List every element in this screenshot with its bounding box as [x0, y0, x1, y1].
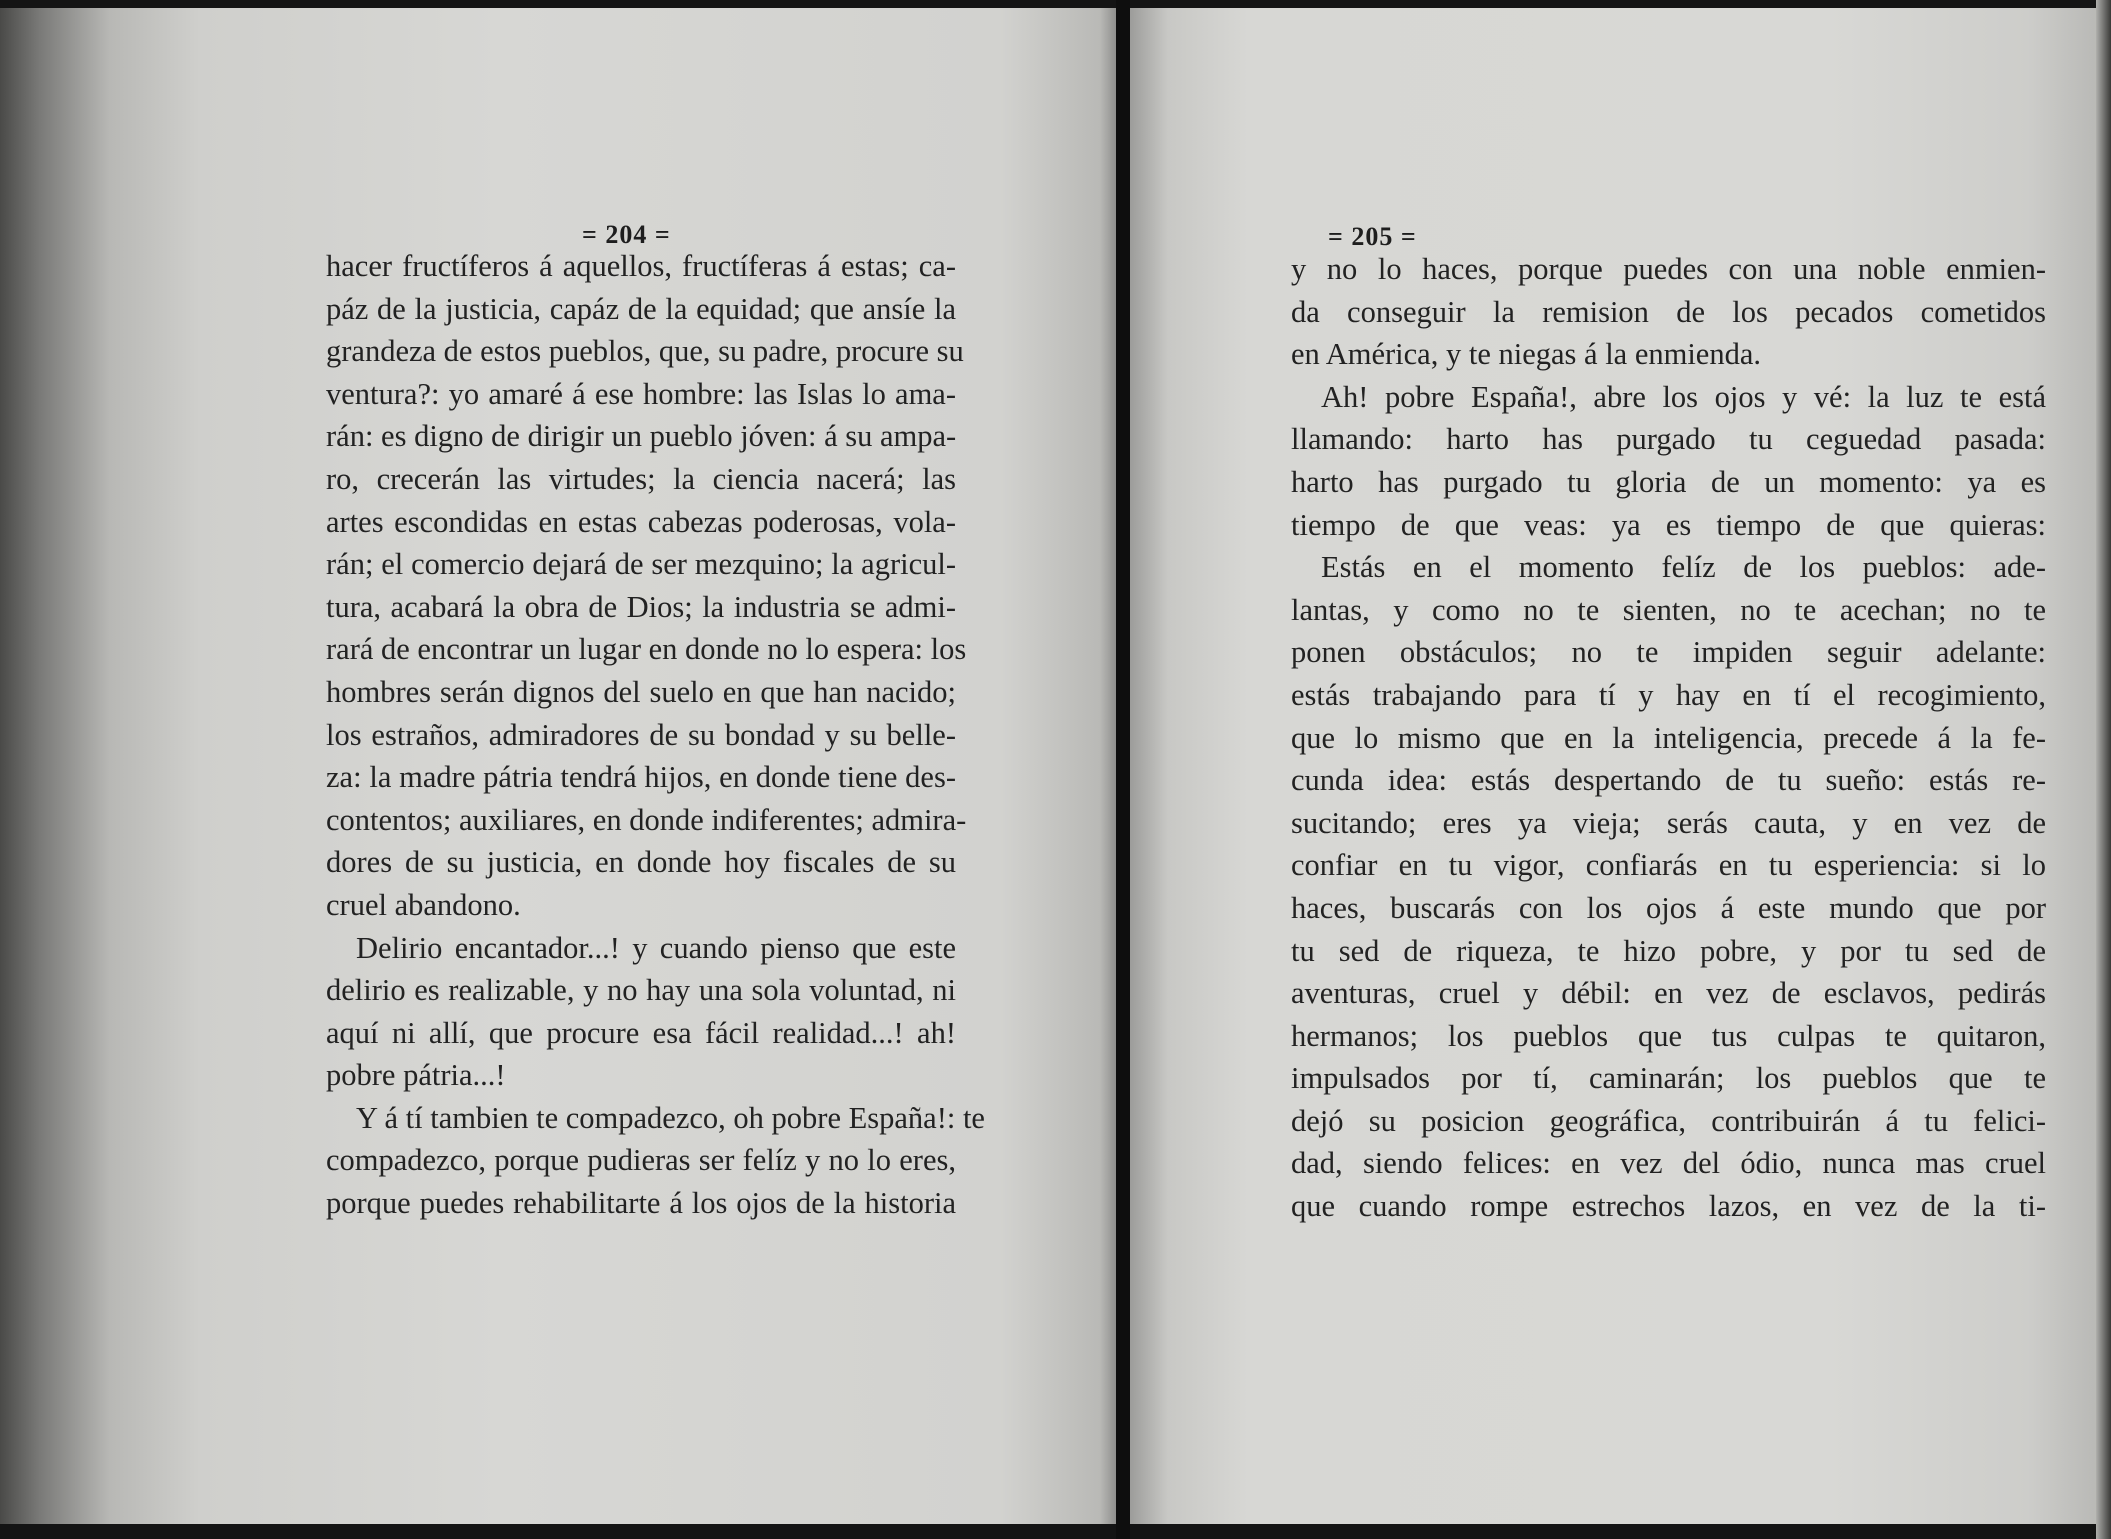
text-line: ponen obstáculos; no te impiden seguir adelante:	[1291, 635, 2046, 670]
left-page-number: = 204 =	[582, 220, 671, 249]
text-line: lantas, y como no te sienten, no te acechan; no te	[1291, 592, 2046, 627]
text-line: delirio es realizable, y no hay una sola voluntad, ni	[326, 973, 956, 1008]
text-line: que cuando rompe estrechos lazos, en vez de la ti-	[1291, 1189, 2046, 1224]
text-line: que lo mismo que en la inteligencia, precede á la fe-	[1291, 720, 2046, 755]
text-line: y no lo haces, porque puedes con una noble enmien-	[1291, 252, 2046, 286]
text-line: aventuras, cruel y débil: en vez de esclavos, pedirás	[1291, 976, 2046, 1011]
text-line: aquí ni allí, que procure esa fácil realidad...! ah!	[326, 1015, 956, 1050]
text-line: grandeza de estos pueblos, que, su padre, procure su	[326, 334, 964, 369]
text-line: cruel abandono.	[326, 887, 521, 922]
text-line: dores de su justicia, en donde hoy fiscales de su	[326, 845, 956, 880]
text-line: rán; el comercio dejará de ser mezquino; la agricul-	[326, 547, 956, 582]
text-line: dad, siendo felices: en vez del ódio, nunca mas cruel	[1291, 1146, 2046, 1181]
text-line: impulsados por tí, caminarán; los pueblos que te	[1291, 1061, 2046, 1096]
text-line: rará de encontrar un lugar en donde no lo espera: los	[326, 632, 967, 667]
text-line: compadezco, porque pudieras ser felíz y no lo eres,	[326, 1143, 956, 1178]
text-line: za: la madre pátria tendrá hijos, en donde tiene des-	[326, 760, 956, 795]
right-page-number: = 205 =	[1328, 222, 1417, 251]
text-line: estás trabajando para tí y hay en tí el recogimiento,	[1291, 677, 2046, 712]
right-page	[1128, 8, 2111, 1524]
text-line: artes escondidas en estas cabezas poderosas, vola-	[326, 504, 956, 539]
text-line: los estraños, admiradores de su bondad y su belle-	[326, 717, 956, 752]
text-line: tu sed de riqueza, te hizo pobre, y por tu sed de	[1291, 933, 2046, 968]
text-line: contentos; auxiliares, en donde indiferentes; admira-	[326, 802, 967, 837]
page-edge	[2096, 0, 2111, 1539]
left-page-text	[326, 245, 985, 1225]
text-line: hombres serán dignos del suelo en que han nacido;	[326, 674, 956, 709]
text-line: páz de la justicia, capáz de la equidad; que ansíe la	[326, 291, 956, 326]
text-line: Ah! pobre España!, abre los ojos y vé: la luz te está	[1321, 379, 2046, 414]
text-line: Delirio encantador...! y cuando pienso que este	[356, 930, 956, 965]
text-line: ventura?: yo amaré á ese hombre: las Islas lo ama-	[326, 376, 956, 411]
right-page-text	[1291, 248, 2046, 1228]
text-line: confiar en tu vigor, confiarás en tu esperiencia: si lo	[1291, 848, 2046, 883]
text-line: ro, crecerán las virtudes; la ciencia nacerá; las	[326, 461, 956, 496]
text-line: Estás en el momento felíz de los pueblos: ade-	[1321, 550, 2046, 585]
text-line: pobre pátria...!	[326, 1058, 506, 1093]
text-line: rán: es digno de dirigir un pueblo jóven: á su ampa-	[326, 419, 957, 454]
text-line: tiempo de que veas: ya es tiempo de que quieras:	[1291, 507, 2046, 542]
text-line: cunda idea: estás despertando de tu sueño: estás re-	[1291, 763, 2046, 798]
text-line: en América, y te niegas á la enmienda.	[1291, 337, 1762, 372]
text-line: dejó su posicion geográfica, contribuirán á tu felici-	[1291, 1103, 2046, 1138]
text-line: da conseguir la remision de los pecados cometidos	[1291, 294, 2046, 329]
text-line: hermanos; los pueblos que tus culpas te quitaron,	[1291, 1018, 2046, 1053]
text-line: sucitando; eres ya vieja; serás cauta, y en vez de	[1291, 805, 2046, 840]
book-gutter	[1116, 0, 1130, 1539]
text-line: porque puedes rehabilitarte á los ojos de la historia	[326, 1186, 956, 1221]
left-page	[0, 8, 1118, 1524]
text-line: Y á tí tambien te compadezco, oh pobre España!: te	[356, 1100, 985, 1135]
text-line: tura, acabará la obra de Dios; la industria se admi-	[326, 589, 956, 624]
text-line: harto has purgado tu gloria de un momento: ya es	[1291, 464, 2046, 499]
text-line: llamando: harto has purgado tu ceguedad pasada:	[1291, 422, 2046, 457]
text-line: haces, buscarás con los ojos á este mundo que por	[1291, 890, 2046, 925]
text-line: hacer fructíferos á aquellos, fructíferas á estas; ca-	[326, 249, 956, 283]
